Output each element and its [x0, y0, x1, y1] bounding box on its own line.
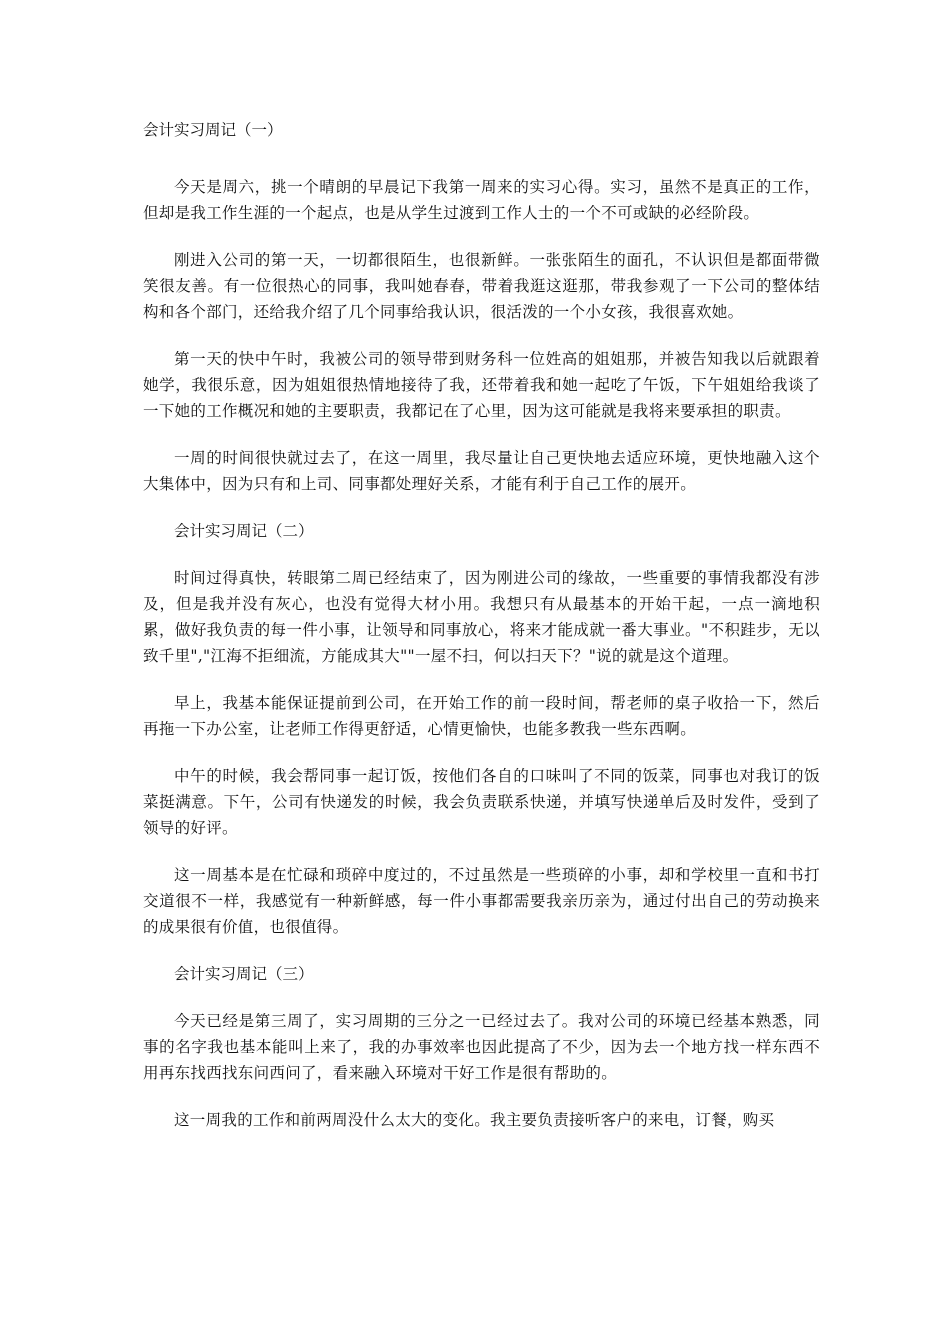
week3-paragraph-1: 今天已经是第三周了，实习周期的三分之一已经过去了。我对公司的环境已经基本熟悉，同事的名字我也基本能叫上来了，我的办事效率也因此提高了不少，因为去一个地方找一样东西不用再东找西找东问西问了，看来融入环境对干好工作是很有帮助的。 — [143, 1012, 820, 1082]
section-3-title: 会计实习周记（三） — [174, 965, 314, 983]
document-title: 会计实习周记（一） — [143, 121, 283, 139]
week1-paragraph-1: 今天是周六，挑一个晴朗的早晨记下我第一周来的实习心得。实习，虽然不是真正的工作，但却是我工作生涯的一个起点，也是从学生过渡到工作人士的一个不可或缺的必经阶段。 — [143, 178, 820, 222]
week1-paragraph-2: 刚进入公司的第一天，一切都很陌生，也很新鲜。一张张陌生的面孔，不认识但是都面带微笑很友善。有一位很热心的同事，我叫她春春，带着我逛这逛那，带我参观了一下公司的整体结构和各个部门，还给我介绍了几个同事给我认识，很活泼的一个小女孩，我很喜欢她。 — [143, 251, 820, 321]
week1-paragraph-3: 第一天的快中午时，我被公司的领导带到财务科一位姓高的姐姐那，并被告知我以后就跟着她学，我很乐意，因为姐姐很热情地接待了我，还带着我和她一起吃了午饭，下午姐姐给我谈了一下她的工作概况和她的主要职责，我都记在了心里，因为这可能就是我将来要承担的职责。 — [143, 350, 820, 420]
week2-paragraph-1: 时间过得真快，转眼第二周已经结束了，因为刚进公司的缘故，一些重要的事情我都没有涉及，但是我并没有灰心，也没有觉得大材小用。我想只有从最基本的开始干起，一点一滴地积累，做好我负责的每一件小事，让领导和同事放心，将来才能成就一番大事业。"不积跬步，无以致千里","江海不拒细流，方能成其大""一屋不扫，何以扫天下？"说的就是这个道理。 — [143, 569, 820, 665]
section-2-title: 会计实习周记（二） — [174, 522, 314, 540]
week2-paragraph-2: 早上，我基本能保证提前到公司，在开始工作的前一段时间，帮老师的桌子收拾一下，然后再拖一下办公室，让老师工作得更舒适，心情更愉快，也能多教我一些东西啊。 — [143, 694, 820, 738]
week2-paragraph-4: 这一周基本是在忙碌和琐碎中度过的，不过虽然是一些琐碎的小事，却和学校里一直和书打交道很不一样，我感觉有一种新鲜感，每一件小事都需要我亲历亲为，通过付出自己的劳动换来的成果很有价值，也很值得。 — [143, 866, 820, 936]
week2-paragraph-3: 中午的时候，我会帮同事一起订饭，按他们各自的口味叫了不同的饭菜，同事也对我订的饭菜挺满意。下午，公司有快递发的时候，我会负责联系快递，并填写快递单后及时发件，受到了领导的好评。 — [143, 767, 820, 837]
week3-paragraph-2: 这一周我的工作和前两周没什么太大的变化。我主要负责接听客户的来电，订餐，购买 — [174, 1111, 775, 1129]
week1-paragraph-4: 一周的时间很快就过去了，在这一周里，我尽量让自己更快地去适应环境，更快地融入这个大集体中，因为只有和上司、同事都处理好关系，才能有利于自己工作的展开。 — [143, 449, 820, 493]
